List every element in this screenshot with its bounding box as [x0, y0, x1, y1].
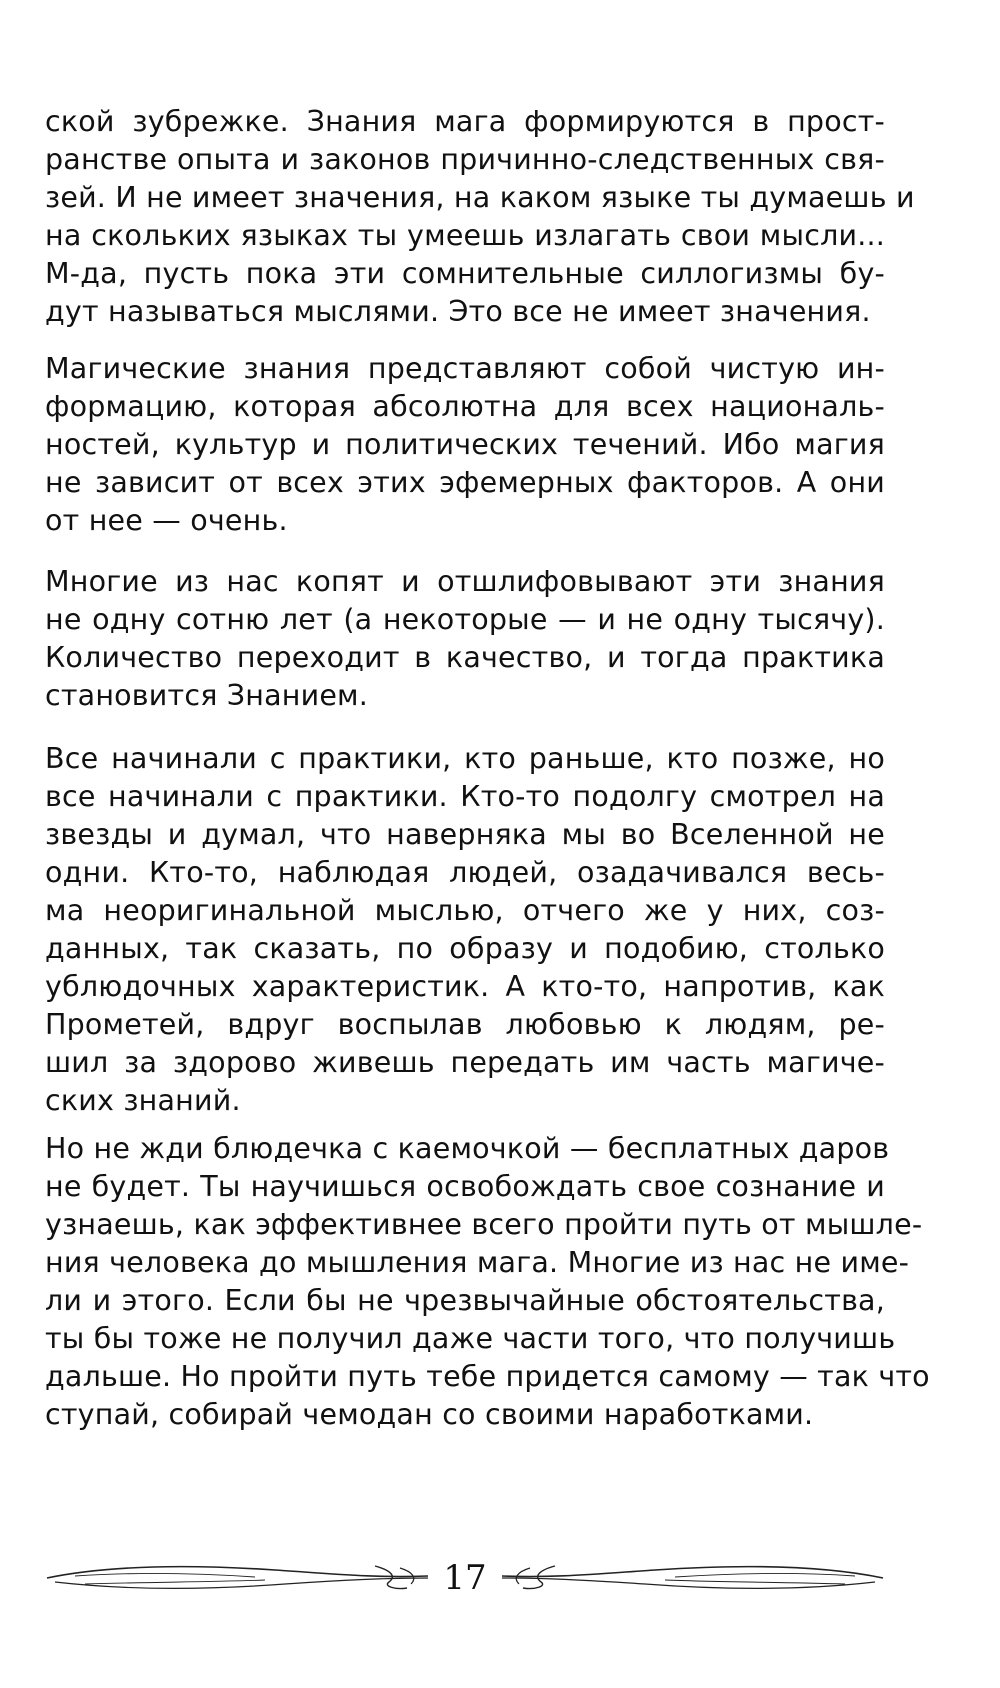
paragraph-5 [45, 1130, 930, 1434]
text-line: зей. И не имеет значения, на каком языке ты думаешь и [45, 181, 915, 214]
text-line: дут называться мыслями. Это все не имеет значения. [45, 295, 871, 328]
text-line: Все начинали с практики, кто раньше, кто позже, но [45, 742, 885, 775]
text-line: ли и этого. Если бы не чрезвычайные обстоятельства, [45, 1284, 885, 1317]
paragraph-1 [45, 103, 915, 331]
text-line: от нее — очень. [45, 504, 288, 537]
text-line: ния человека до мышления мага. Многие из нас не име- [45, 1246, 910, 1279]
text-line: не зависит от всех этих эфемерных факторов. А они [45, 466, 885, 499]
text-line: узнаешь, как эффективнее всего пройти путь от мышле- [45, 1208, 923, 1241]
text-line: шил за здорово живешь передать им часть магиче- [45, 1046, 885, 1079]
text-line: не будет. Ты научишься освобождать свое сознание и [45, 1170, 885, 1203]
paragraph-4 [45, 740, 885, 1120]
text-line: звезды и думал, что наверняка мы во Вселенной не [45, 818, 885, 851]
text-line: на скольких языках ты умеешь излагать свои мысли... [45, 219, 885, 252]
text-line: ских знаний. [45, 1084, 241, 1117]
text-line: Многие из нас копят и отшлифовывают эти знания [45, 565, 885, 598]
text-line: ма неоригинальной мыслью, отчего же у них, соз- [45, 894, 885, 927]
text-line: все начинали с практики. Кто-то подолгу смотрел на [45, 780, 885, 813]
text-line: ской зубрежке. Знания мага формируются в прост- [45, 105, 885, 138]
text-line: данных, так сказать, по образу и подобию, столько [45, 932, 885, 965]
text-line: Магические знания представляют собой чистую ин- [45, 352, 885, 385]
page-number: 17 [443, 1558, 487, 1598]
text-line: ты бы тоже не получил даже части того, что получишь [45, 1322, 896, 1355]
text-line: Прометей, вдруг воспылав любовью к людям, ре- [45, 1008, 885, 1041]
text-line: Но не жди блюдечка с каемочкой — бесплатных даров [45, 1132, 890, 1165]
text-line: М-да, пусть пока эти сомнительные силлогизмы бу- [45, 257, 885, 290]
text-line: становится Знанием. [45, 679, 369, 712]
text-line: одни. Кто-то, наблюдая людей, озадачивался весь- [45, 856, 885, 889]
flourish-right-icon [500, 1556, 885, 1600]
text-line: дальше. Но пройти путь тебе придется самому — так что [45, 1360, 930, 1393]
text-line: ступай, собирай чемодан со своими наработками. [45, 1398, 814, 1431]
paragraph-3 [45, 563, 885, 715]
text-line: Количество переходит в качество, и тогда практика [45, 641, 885, 674]
text-line: ранстве опыта и законов причинно-следственных свя- [45, 143, 885, 176]
text-line: не одну сотню лет (а некоторые — и не одну тысячу). [45, 603, 885, 636]
text-line: ностей, культур и политических течений. Ибо магия [45, 428, 885, 461]
page-footer [45, 1548, 885, 1608]
text-line: формацию, которая абсолютна для всех националь- [45, 390, 885, 423]
text-line: ублюдочных характеристик. А кто-то, напротив, как [45, 970, 885, 1003]
paragraph-2 [45, 350, 885, 540]
